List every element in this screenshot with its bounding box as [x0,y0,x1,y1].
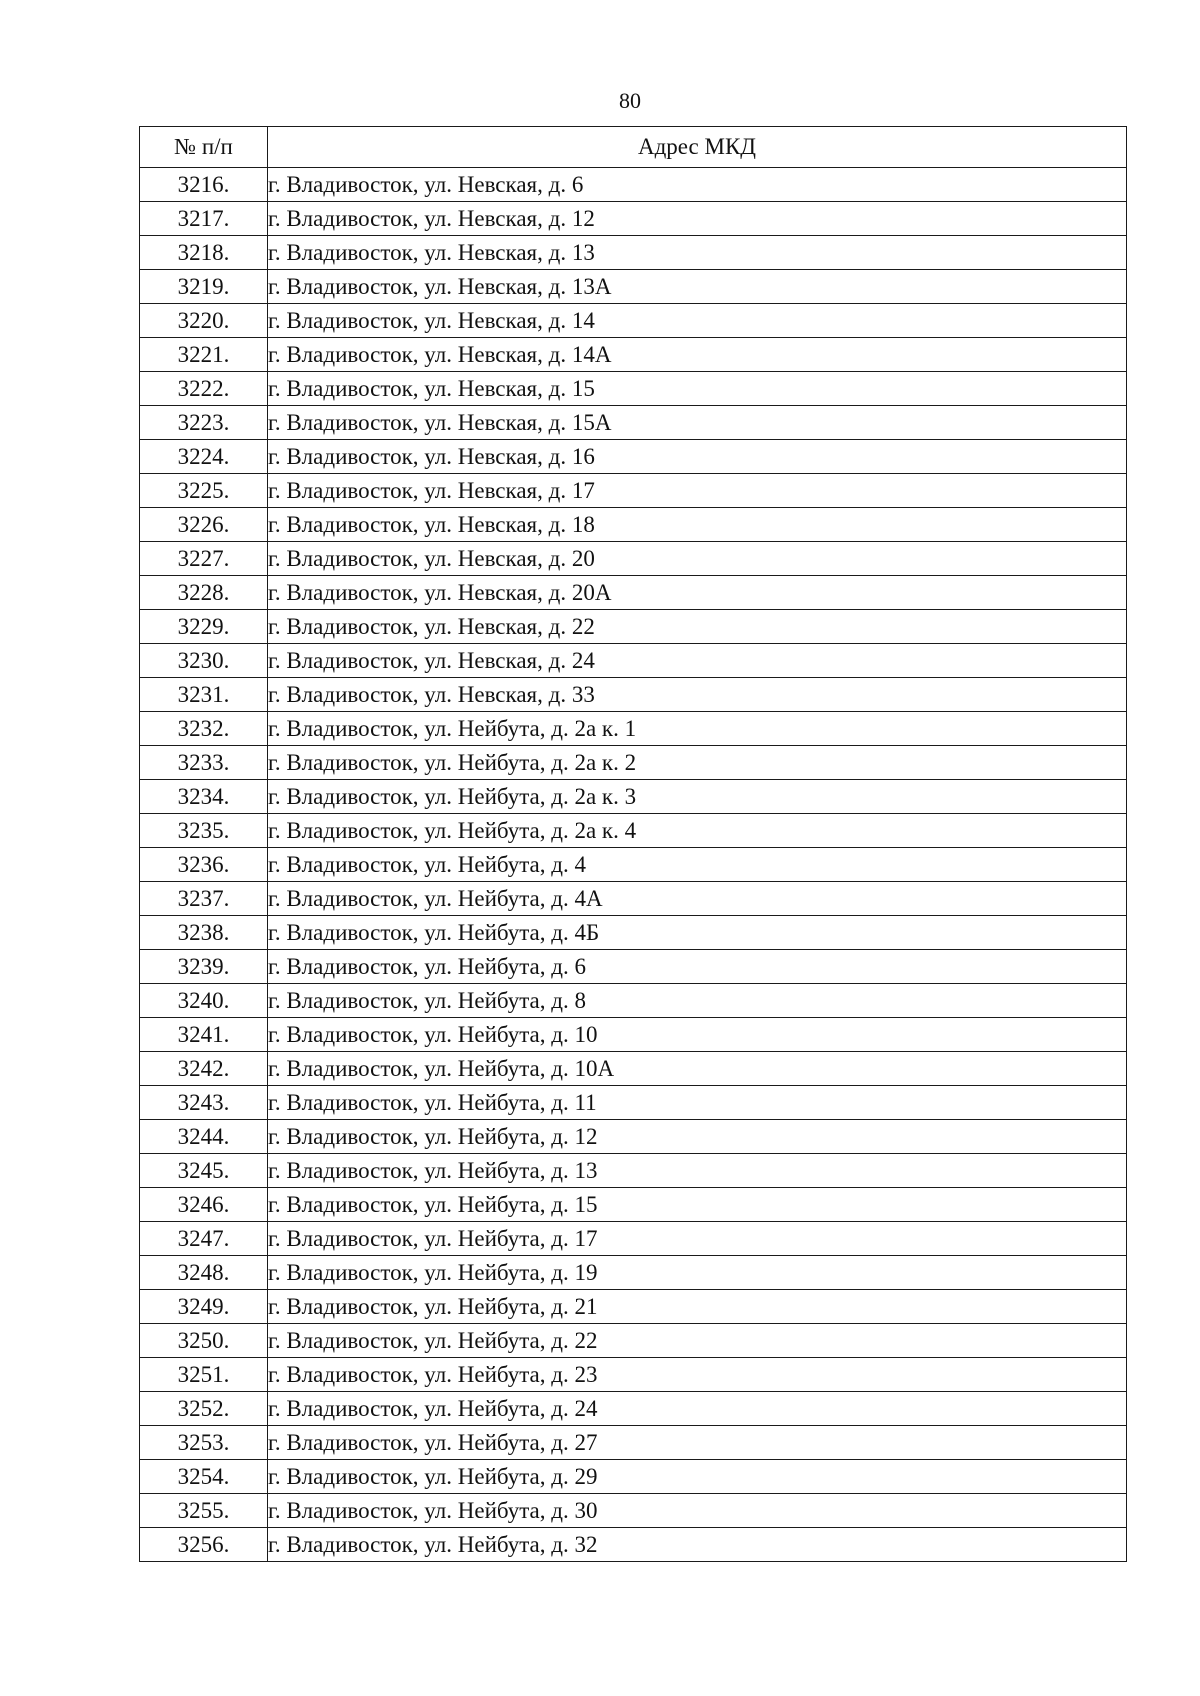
row-number: 3245. [140,1154,268,1188]
table-row [140,882,1127,916]
row-number: 3222. [140,372,268,406]
table-header [140,127,1127,168]
row-address: г. Владивосток, ул. Нейбута, д. 23 [268,1358,1127,1392]
row-address: г. Владивосток, ул. Нейбута, д. 4А [268,882,1127,916]
table-row [140,1086,1127,1120]
header-address: Адрес МКД [268,127,1127,168]
row-number: 3220. [140,304,268,338]
row-address: г. Владивосток, ул. Нейбута, д. 22 [268,1324,1127,1358]
row-address: г. Владивосток, ул. Нейбута, д. 12 [268,1120,1127,1154]
table-row [140,1426,1127,1460]
table-row [140,712,1127,746]
row-number: 3235. [140,814,268,848]
row-address: г. Владивосток, ул. Невская, д. 18 [268,508,1127,542]
table-row [140,338,1127,372]
row-number: 3240. [140,984,268,1018]
row-number: 3244. [140,1120,268,1154]
table-row [140,1256,1127,1290]
row-number: 3253. [140,1426,268,1460]
table-row [140,1018,1127,1052]
row-number: 3239. [140,950,268,984]
row-number: 3256. [140,1528,268,1562]
table-row [140,576,1127,610]
row-number: 3229. [140,610,268,644]
row-number: 3223. [140,406,268,440]
table-row [140,1188,1127,1222]
row-address: г. Владивосток, ул. Невская, д. 17 [268,474,1127,508]
row-address: г. Владивосток, ул. Нейбута, д. 2а к. 3 [268,780,1127,814]
row-address: г. Владивосток, ул. Нейбута, д. 11 [268,1086,1127,1120]
row-address: г. Владивосток, ул. Нейбута, д. 32 [268,1528,1127,1562]
table-row [140,950,1127,984]
row-address: г. Владивосток, ул. Невская, д. 6 [268,168,1127,202]
row-address: г. Владивосток, ул. Невская, д. 14А [268,338,1127,372]
row-number: 3248. [140,1256,268,1290]
table-row [140,1154,1127,1188]
table-body [140,168,1127,1562]
row-address: г. Владивосток, ул. Нейбута, д. 19 [268,1256,1127,1290]
row-address: г. Владивосток, ул. Нейбута, д. 21 [268,1290,1127,1324]
row-number: 3224. [140,440,268,474]
row-number: 3234. [140,780,268,814]
row-address: г. Владивосток, ул. Невская, д. 16 [268,440,1127,474]
row-number: 3227. [140,542,268,576]
table-row [140,508,1127,542]
row-number: 3225. [140,474,268,508]
table-row [140,984,1127,1018]
table-row [140,1392,1127,1426]
row-address: г. Владивосток, ул. Невская, д. 20 [268,542,1127,576]
row-number: 3221. [140,338,268,372]
table-row [140,1120,1127,1154]
row-address: г. Владивосток, ул. Невская, д. 13А [268,270,1127,304]
row-number: 3217. [140,202,268,236]
table-row [140,1358,1127,1392]
table-row [140,848,1127,882]
row-address: г. Владивосток, ул. Невская, д. 15А [268,406,1127,440]
row-number: 3255. [140,1494,268,1528]
row-address: г. Владивосток, ул. Невская, д. 22 [268,610,1127,644]
row-number: 3230. [140,644,268,678]
table-row [140,916,1127,950]
row-address: г. Владивосток, ул. Нейбута, д. 15 [268,1188,1127,1222]
row-number: 3228. [140,576,268,610]
row-address: г. Владивосток, ул. Нейбута, д. 10 [268,1018,1127,1052]
row-number: 3232. [140,712,268,746]
row-address: г. Владивосток, ул. Нейбута, д. 4 [268,848,1127,882]
header-row [140,127,1127,168]
row-address: г. Владивосток, ул. Нейбута, д. 2а к. 1 [268,712,1127,746]
row-address: г. Владивосток, ул. Нейбута, д. 13 [268,1154,1127,1188]
table-row [140,1290,1127,1324]
row-number: 3236. [140,848,268,882]
table-row [140,236,1127,270]
row-address: г. Владивосток, ул. Невская, д. 15 [268,372,1127,406]
row-address: г. Владивосток, ул. Нейбута, д. 10А [268,1052,1127,1086]
table-row [140,1460,1127,1494]
row-number: 3246. [140,1188,268,1222]
row-number: 3249. [140,1290,268,1324]
row-address: г. Владивосток, ул. Невская, д. 24 [268,644,1127,678]
row-address: г. Владивосток, ул. Нейбута, д. 30 [268,1494,1127,1528]
row-address: г. Владивосток, ул. Нейбута, д. 2а к. 4 [268,814,1127,848]
row-number: 3231. [140,678,268,712]
row-number: 3243. [140,1086,268,1120]
row-address: г. Владивосток, ул. Нейбута, д. 6 [268,950,1127,984]
row-number: 3216. [140,168,268,202]
row-number: 3241. [140,1018,268,1052]
row-number: 3250. [140,1324,268,1358]
table-row [140,678,1127,712]
table-row [140,610,1127,644]
table-row [140,1222,1127,1256]
row-number: 3242. [140,1052,268,1086]
row-address: г. Владивосток, ул. Нейбута, д. 29 [268,1460,1127,1494]
row-number: 3247. [140,1222,268,1256]
address-table [139,126,1127,1562]
table-row [140,1052,1127,1086]
table-row [140,406,1127,440]
table-row [140,440,1127,474]
table-row [140,814,1127,848]
row-address: г. Владивосток, ул. Невская, д. 14 [268,304,1127,338]
row-number: 3218. [140,236,268,270]
row-address: г. Владивосток, ул. Нейбута, д. 27 [268,1426,1127,1460]
table-row [140,1528,1127,1562]
row-number: 3252. [140,1392,268,1426]
row-address: г. Владивосток, ул. Невская, д. 13 [268,236,1127,270]
row-number: 3226. [140,508,268,542]
row-address: г. Владивосток, ул. Нейбута, д. 8 [268,984,1127,1018]
table-row [140,542,1127,576]
table-row [140,304,1127,338]
table-row [140,1494,1127,1528]
table-row [140,372,1127,406]
table-row [140,270,1127,304]
table-row [140,202,1127,236]
row-address: г. Владивосток, ул. Невская, д. 20А [268,576,1127,610]
row-number: 3237. [140,882,268,916]
row-number: 3233. [140,746,268,780]
row-address: г. Владивосток, ул. Нейбута, д. 2а к. 2 [268,746,1127,780]
table-row [140,746,1127,780]
header-number: № п/п [140,127,268,168]
table-row [140,780,1127,814]
row-number: 3251. [140,1358,268,1392]
row-address: г. Владивосток, ул. Нейбута, д. 4Б [268,916,1127,950]
row-address: г. Владивосток, ул. Невская, д. 12 [268,202,1127,236]
row-address: г. Владивосток, ул. Невская, д. 33 [268,678,1127,712]
row-number: 3219. [140,270,268,304]
table-row [140,1324,1127,1358]
table-row [140,474,1127,508]
row-address: г. Владивосток, ул. Нейбута, д. 17 [268,1222,1127,1256]
row-number: 3238. [140,916,268,950]
row-address: г. Владивосток, ул. Нейбута, д. 24 [268,1392,1127,1426]
table-row [140,168,1127,202]
row-number: 3254. [140,1460,268,1494]
table-row [140,644,1127,678]
page-number: 80 [619,88,641,113]
